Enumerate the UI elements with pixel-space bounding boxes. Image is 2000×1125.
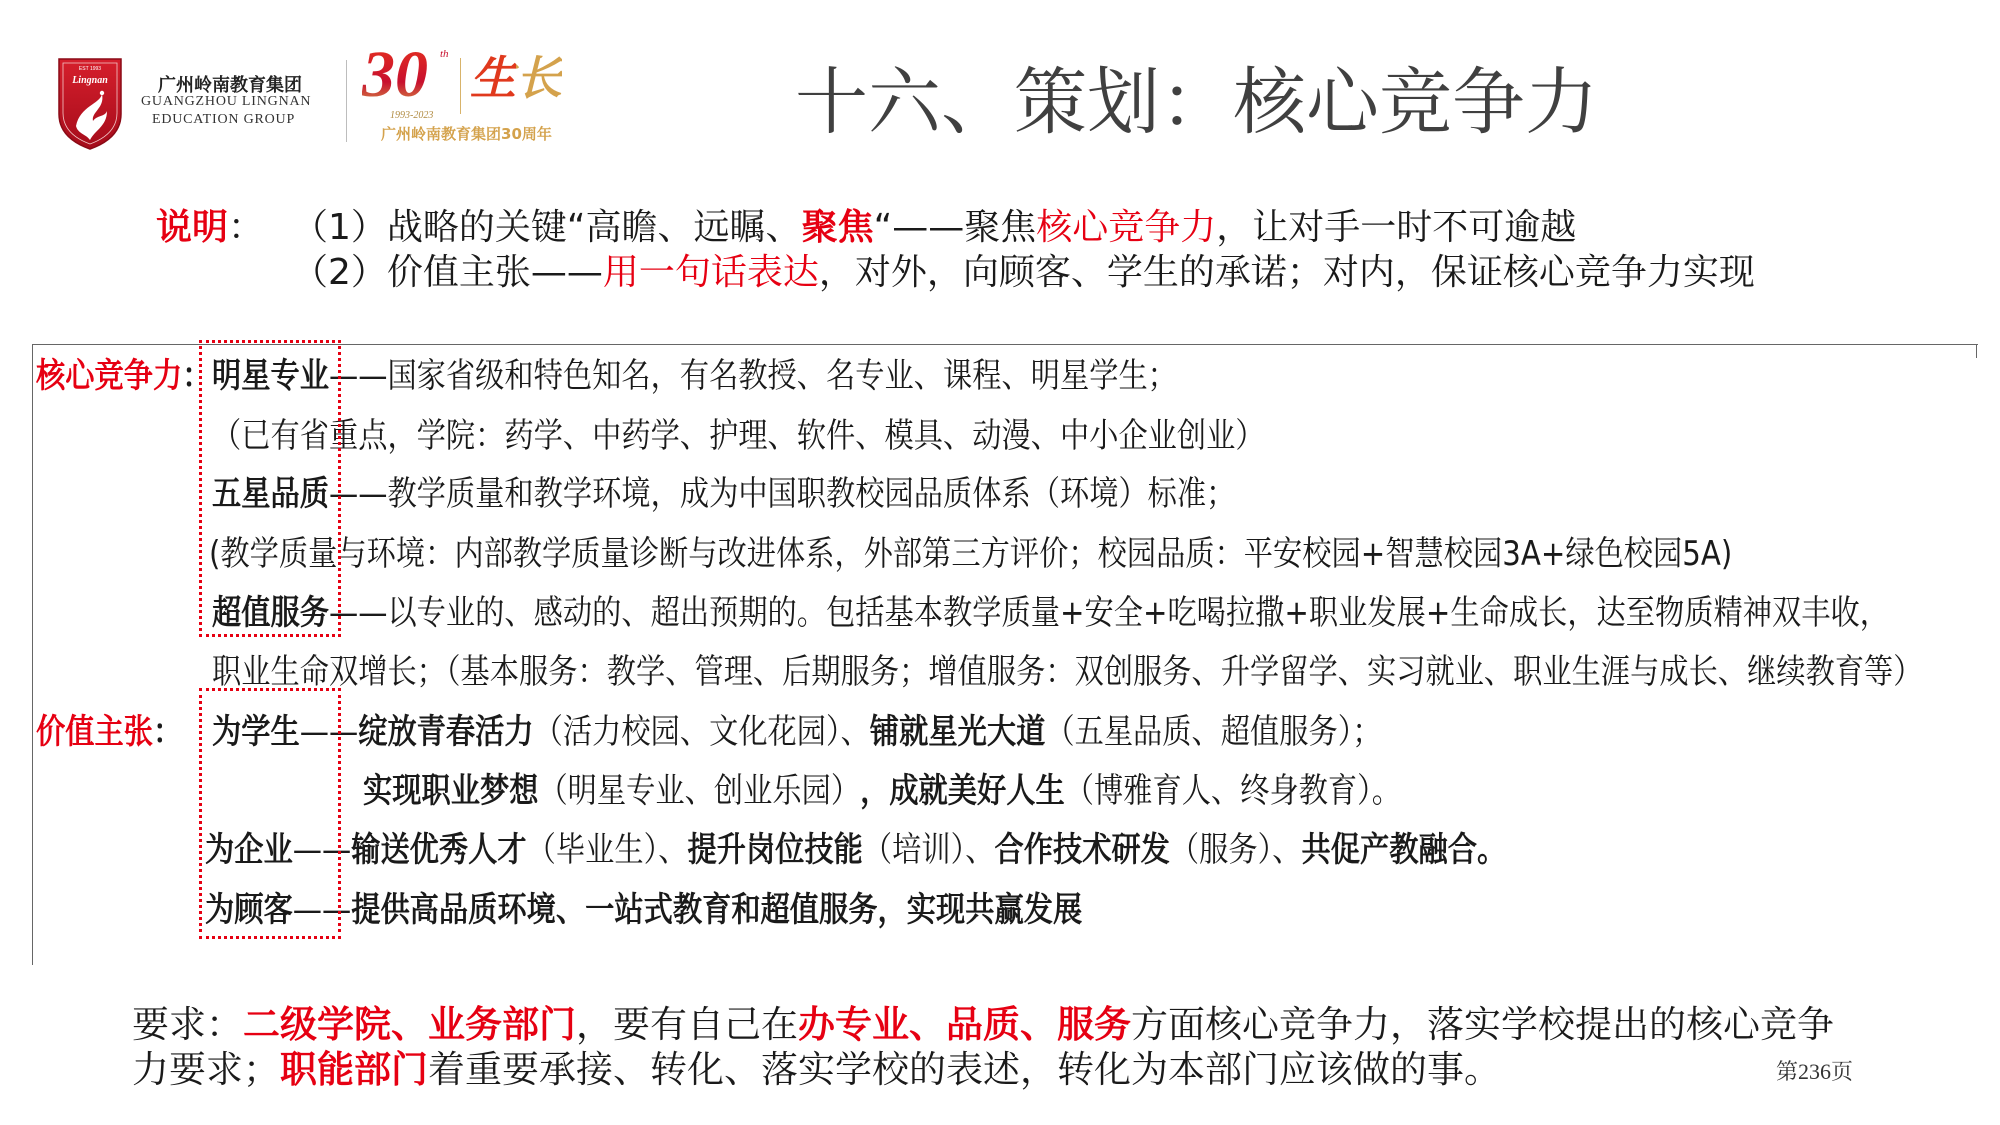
group-name-english-line1: GUANGZHOU LINGNAN bbox=[141, 94, 312, 109]
value-target-name: 为顾客 bbox=[205, 890, 293, 930]
value-note: （明星专业、创业乐园） bbox=[538, 771, 861, 811]
anniversary-ordinal: th bbox=[440, 48, 449, 60]
value-note: （博雅育人、终身教育）。 bbox=[1064, 771, 1402, 811]
explanation-label: 说明 bbox=[156, 207, 229, 248]
explanation-highlight: 用一句话表达 bbox=[602, 252, 819, 293]
core-items-highlight-frame bbox=[199, 340, 341, 637]
value-key-phrase: 输送优秀人才 bbox=[351, 830, 527, 870]
value-proposition-label-group bbox=[36, 712, 182, 752]
value-key-phrase: 绽放青春活力 bbox=[358, 712, 534, 752]
value-key-phrase: 实现职业梦想 bbox=[363, 771, 539, 811]
value-key-phrase: 提升岗位技能 bbox=[687, 830, 863, 870]
value-note: （服务）、 bbox=[1169, 830, 1302, 870]
core-item-desc: ——教学质量和教学环境，成为中国职教校园品质体系（环境）标准； bbox=[328, 474, 1236, 514]
explanation-line-2 bbox=[292, 252, 1755, 294]
value-note: （五星品质、超值服务）； bbox=[1045, 712, 1382, 752]
slide-title: 十六、策划：核心竞争力 bbox=[795, 60, 1598, 145]
core-item-detail bbox=[212, 416, 1265, 456]
value-key-phrase: 合作技术研发 bbox=[994, 830, 1170, 870]
requirement-line-1 bbox=[132, 1004, 1834, 1046]
core-item-star-major bbox=[212, 356, 1177, 396]
value-dash: —— bbox=[299, 712, 359, 752]
explanation-line-1 bbox=[292, 207, 1576, 249]
value-enterprises-line bbox=[205, 830, 1506, 870]
group-name-chinese: 广州岭南教育集团 bbox=[158, 75, 302, 96]
explanation-text: （2）价值主张—— bbox=[292, 252, 603, 293]
core-item-name: 明星专业 bbox=[212, 356, 329, 396]
requirement-text: ，要有自己在 bbox=[576, 1003, 798, 1046]
explanation-text: “——聚焦 bbox=[873, 207, 1037, 248]
core-item-detail-text: （已有省重点，学院：药学、中药学、护理、软件、模具、动漫、中小企业创业） bbox=[212, 416, 1265, 456]
value-students-line-1 bbox=[212, 712, 1382, 752]
core-item-detail bbox=[212, 652, 1923, 692]
explanation-text: （1）战略的关键“高瞻、远瞩、 bbox=[292, 207, 802, 248]
page-number: 第236页 bbox=[1776, 1059, 1854, 1084]
value-target-name: 为学生 bbox=[212, 712, 300, 752]
anniversary-years: 1993-2023 bbox=[390, 110, 434, 121]
requirement-text: 力要求； bbox=[132, 1048, 280, 1091]
value-target-name: 为企业 bbox=[205, 830, 293, 870]
explanation-text: ，让对手一时不可逾越 bbox=[1216, 207, 1577, 248]
explanation-emphasis: 聚焦 bbox=[801, 207, 874, 248]
explanation-text: ，对外，向顾客、学生的承诺；对内，保证核心竞争力实现 bbox=[818, 252, 1755, 293]
core-item-desc: ——国家省级和特色知名，有名教授、名专业、课程、明星学生； bbox=[328, 356, 1177, 396]
value-note: （活力校园、文化花园）、 bbox=[533, 712, 870, 752]
core-competence-label-group bbox=[36, 356, 211, 396]
logo-est-text: EST 1993 bbox=[78, 66, 102, 72]
explanation-label-group bbox=[156, 207, 264, 249]
core-item-desc: ——以专业的、感动的、超出预期的。包括基本教学质量+安全+吃喝拉撒+职业发展+生命成长，达至物质精神双丰收， bbox=[328, 593, 1889, 633]
core-competence-colon: ： bbox=[182, 356, 212, 396]
value-students-line-2 bbox=[363, 771, 1401, 811]
core-competence-label: 核心竞争力 bbox=[36, 356, 183, 396]
core-item-name: 超值服务 bbox=[212, 593, 329, 633]
requirement-text: 着重要承接、转化、落实学校的表述，转化为本部门应该做的事。 bbox=[428, 1048, 1501, 1091]
value-key-phrase: ，成就美好人生 bbox=[860, 771, 1065, 811]
core-item-name: 五星品质 bbox=[212, 474, 329, 514]
core-item-premium-service bbox=[212, 593, 1889, 633]
value-proposition-label: 价值主张 bbox=[36, 712, 153, 752]
core-item-detail-text: (教学质量与环境：内部教学质量诊断与改进体系，外部第三方评价；校园品质：平安校园+智慧校园3A+绿色校园5A) bbox=[209, 534, 1733, 574]
logo-brand-text: Lingnan bbox=[72, 75, 108, 86]
value-key-phrase: 提供高品质环境、一站式教育和超值服务，实现共赢发展 bbox=[351, 890, 1083, 930]
requirement-line-2 bbox=[132, 1049, 1501, 1091]
value-note: （培训）、 bbox=[862, 830, 995, 870]
group-name-english-line2: EDUCATION GROUP bbox=[152, 112, 296, 127]
value-key-phrase: 共促产教融合。 bbox=[1301, 830, 1507, 870]
core-item-detail-text: 职业生命双增长；（基本服务：教学、管理、后期服务；增值服务：双创服务、升学留学、实习就业、职业生涯与成长、继续教育等） bbox=[212, 652, 1923, 692]
core-item-detail bbox=[209, 534, 1732, 574]
explanation-highlight: 核心竞争力 bbox=[1036, 207, 1217, 248]
lingnan-shield-logo bbox=[56, 56, 124, 152]
anniversary-divider bbox=[460, 58, 461, 114]
requirement-emphasis: 办专业、品质、服务 bbox=[798, 1003, 1131, 1046]
requirement-emphasis: 职能部门 bbox=[280, 1048, 428, 1091]
anniversary-motto: 生长 bbox=[470, 51, 562, 105]
explanation-colon: ： bbox=[228, 207, 265, 248]
value-key-phrase: 铺就星光大道 bbox=[869, 712, 1046, 752]
core-item-five-star-quality bbox=[212, 474, 1235, 514]
requirement-text: 要求： bbox=[132, 1003, 243, 1046]
anniversary-number: 30 bbox=[362, 38, 428, 111]
value-dash: —— bbox=[292, 890, 352, 930]
value-note: （毕业生）、 bbox=[526, 830, 688, 870]
value-targets-highlight-frame bbox=[199, 688, 341, 939]
requirement-emphasis: 二级学院、业务部门 bbox=[243, 1003, 576, 1046]
anniversary-caption: 广州岭南教育集团30周年 bbox=[381, 125, 552, 143]
value-dash: —— bbox=[292, 830, 352, 870]
header-divider bbox=[346, 60, 347, 142]
content-box-edge bbox=[1976, 344, 1977, 358]
requirement-text: 方面核心竞争力，落实学校提出的核心竞争 bbox=[1131, 1003, 1834, 1046]
value-proposition-colon: ： bbox=[152, 712, 183, 752]
